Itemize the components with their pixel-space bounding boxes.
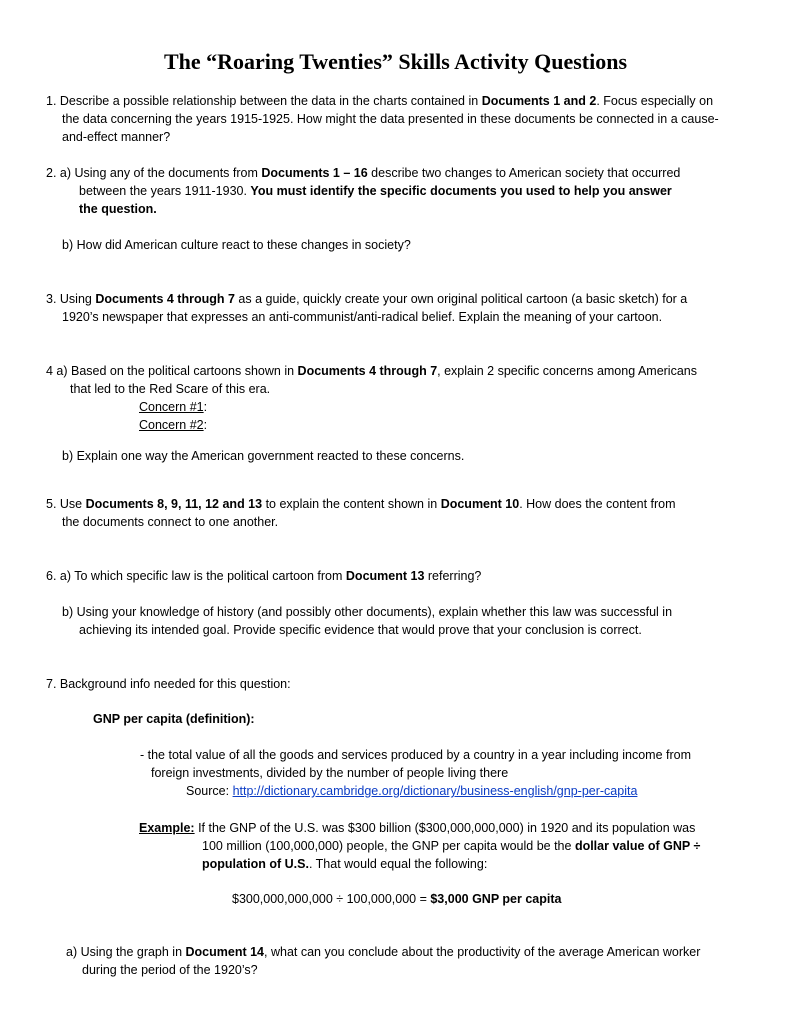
gnp-heading [93,710,255,728]
gnp-heading-text: GNP per capita (definition): [93,712,255,726]
concern-1-text: Concern #1 [139,400,204,414]
question-1-document-ref: Documents 1 and 2 [481,94,597,108]
question-4a-line-1 [46,362,697,380]
question-7a-line-1 [66,943,700,961]
question-3-line-2: 1920’s newspaper that expresses an anti-communist/anti-radical belief. Explain the meaning of your cartoon. [62,310,663,324]
question-2a-line-1 [46,164,680,182]
question-4a-text: 4 a) Based on the political cartoons shown in [46,364,298,378]
example-line-3 [202,855,487,873]
source-label: Source: [186,784,233,798]
question-6b-line-1: b) Using your knowledge of history (and possibly other documents), explain whether this law was successful in [62,605,673,619]
question-4a-text-end: , explain 2 specific concerns among Americans [437,364,697,378]
question-5-text-end: . How does the content from [519,497,676,511]
question-3-text-end: as a guide, quickly create your own original political cartoon (a basic sketch) for a [234,292,688,306]
question-2a-line-2 [79,182,672,200]
concern-1-colon: : [203,400,208,414]
source-link[interactable]: http://dictionary.cambridge.org/dictionary/business-english/gnp-per-capita [232,784,638,798]
question-6b-line-2: achieving its intended goal. Provide specific evidence that would prove that your conclusion is correct. [79,623,642,637]
example-text: If the GNP of the U.S. was $300 billion ($300,000,000,000) in 1920 and its population was [194,821,696,835]
gnp-source [186,782,637,800]
question-5-text-mid: to explain the content shown in [262,497,441,511]
question-5-document-ref: Documents 8, 9, 11, 12 and 13 [85,497,263,511]
concern-2-colon: : [203,418,208,432]
question-7a-line-2: during the period of the 1920’s? [82,963,258,977]
question-6a [46,567,481,585]
question-7a-text-end: , what can you conclude about the productivity of the average American worker [264,945,701,959]
question-1-line-1 [46,92,713,110]
question-2a-instruction-end: the question. [79,202,157,216]
gnp-definition-line-1: - the total value of all the goods and services produced by a country in a year including income from [140,748,692,762]
question-5-text: 5. Use [46,497,86,511]
question-6a-document-ref: Document 13 [345,569,425,583]
example-text-2: 100 million (100,000,000) people, the GNP per capita would be the [202,839,575,853]
question-4b: b) Explain one way the American government reacted to these concerns. [62,449,465,463]
question-5-line-2: the documents connect to one another. [62,515,279,529]
concern-2-text: Concern #2 [139,418,204,432]
page-title: The “Roaring Twenties” Skills Activity Questions [163,49,628,74]
question-2a-line-3 [79,200,157,218]
question-1-line-2: the data concerning the years 1915-1925. How might the data presented in these documents be connected in a cause- [62,112,719,126]
example-line-2 [202,837,700,855]
question-7-intro: 7. Background info needed for this question: [46,677,291,691]
question-6a-text: 6. a) To which specific law is the political cartoon from [46,569,346,583]
question-1-text: 1. Describe a possible relationship between the data in the charts contained in [46,94,482,108]
example-formula-start: dollar value of GNP ÷ [574,839,701,853]
question-2a-years: between the years 1911-1930. [79,184,251,198]
concern-2-label [139,416,207,434]
question-2a-instruction: You must identify the specific documents you used to help you answer [250,184,672,198]
question-2a-text: 2. a) Using any of the documents from [46,166,262,180]
gnp-definition-line-2: foreign investments, divided by the number of people living there [151,766,509,780]
question-3-line-1 [46,290,687,308]
question-7a-document-ref: Document 14 [185,945,265,959]
example-calculation [232,890,561,908]
example-formula-end: population of U.S. [202,857,309,871]
question-7a-text: a) Using the graph in [66,945,186,959]
calculation-expression: $300,000,000,000 ÷ 100,000,000 = [232,892,431,906]
question-2b: b) How did American culture react to these changes in society? [62,238,411,252]
question-5-line-1 [46,495,676,513]
question-6a-text-end: referring? [424,569,482,583]
calculation-result: $3,000 GNP per capita [430,892,562,906]
question-4a-line-2: that led to the Red Scare of this era. [70,382,271,396]
example-label: Example: [139,821,195,835]
question-3-text: 3. Using [46,292,96,306]
question-2a-document-ref: Documents 1 – 16 [261,166,368,180]
question-4a-document-ref: Documents 4 through 7 [297,364,438,378]
question-3-document-ref: Documents 4 through 7 [95,292,235,306]
question-2a-text-end: describe two changes to American society that occurred [367,166,681,180]
question-5-document-10-ref: Document 10 [440,497,520,511]
example-line-1 [139,819,695,837]
question-1-line-3: and-effect manner? [62,130,171,144]
question-1-text-end: . Focus especially on [596,94,714,108]
example-text-3: . That would equal the following: [308,857,488,871]
concern-1-label [139,398,207,416]
